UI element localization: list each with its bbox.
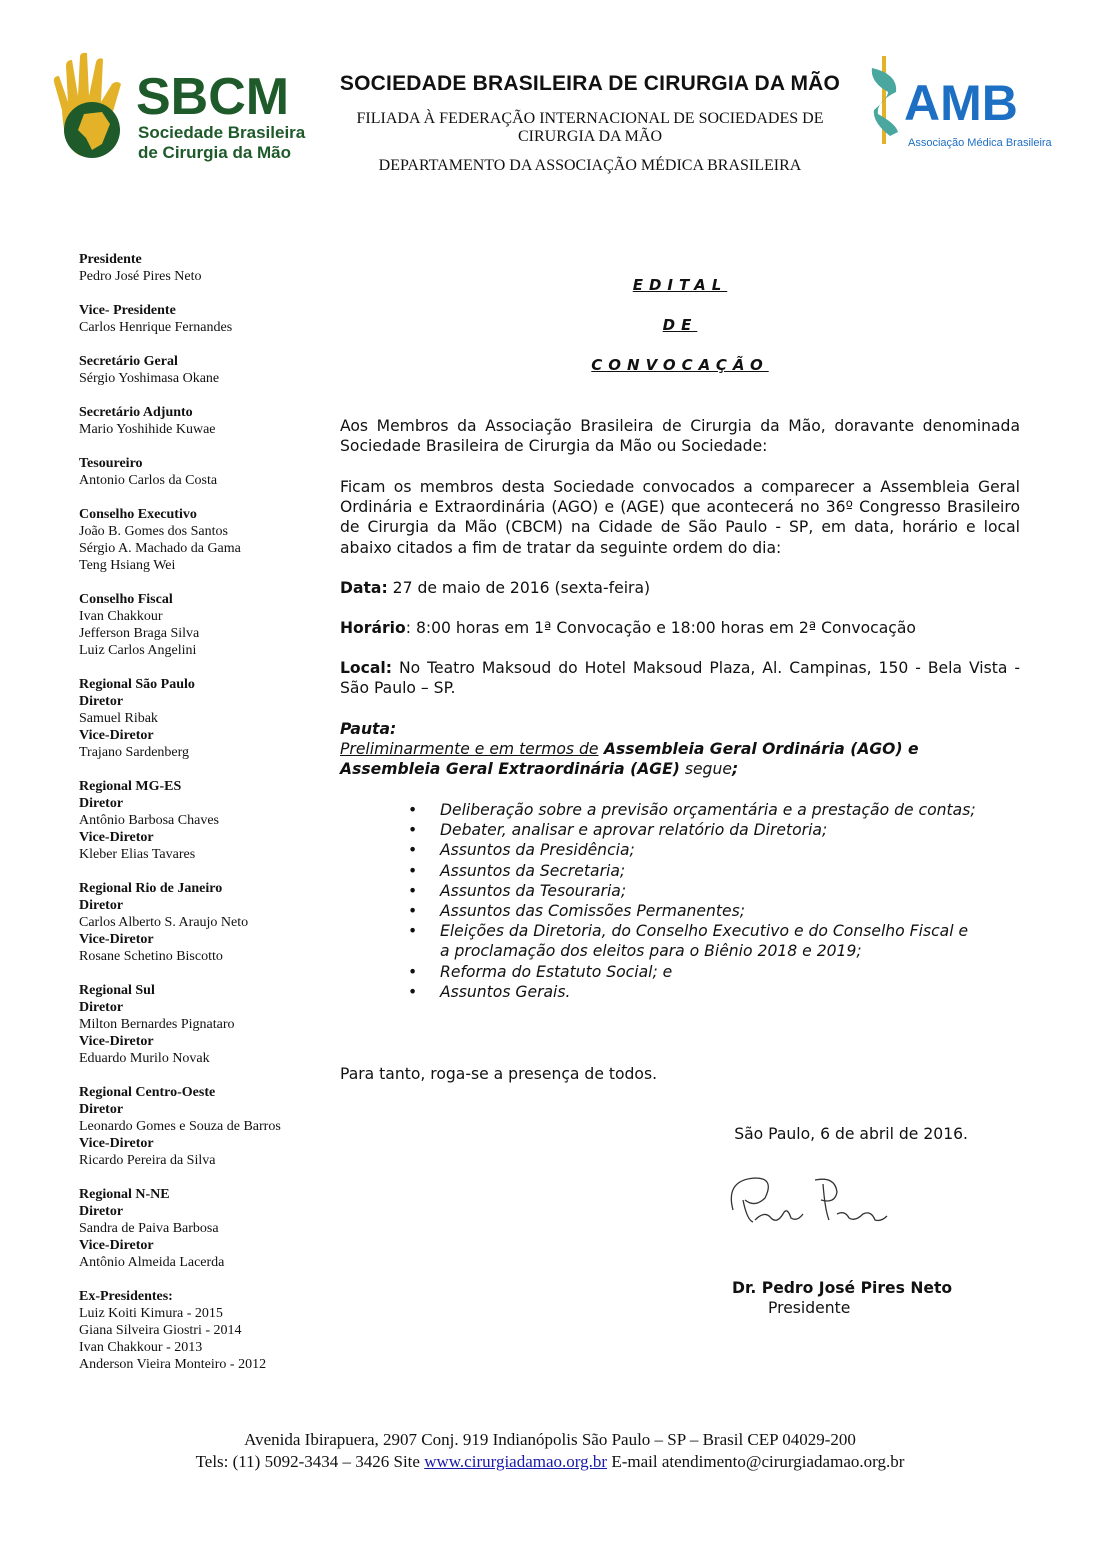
agenda-item-text: Eleições da Diretoria, do Conselho Executivo e do Conselho Fiscal e a proclamação dos eleitos para o Biênio 2018 e 2019; <box>440 922 969 961</box>
board-group <box>79 778 319 863</box>
date-value: 27 de maio de 2016 (sexta-feira) <box>387 579 651 597</box>
location-line <box>340 658 1020 698</box>
board-member-name: Jefferson Braga Silva <box>79 626 200 641</box>
agenda-item <box>340 800 980 820</box>
board-role-label: Diretor <box>79 694 124 709</box>
footer-phones: Tels: (11) 5092-3434 – 3426 Site <box>195 1452 425 1471</box>
board-group <box>79 880 319 965</box>
board-role-label: Vice-Diretor <box>79 728 154 743</box>
agenda-item-text: Assuntos Gerais. <box>440 982 571 1001</box>
board-role-label: Vice-Diretor <box>79 1238 154 1253</box>
website-link[interactable]: www.cirurgiadamao.org.br <box>424 1452 608 1471</box>
board-member-name: Luiz Koiti Kimura - 2015 <box>79 1306 223 1321</box>
convocation-paragraph: Ficam os membros desta Sociedade convocados a comparecer a Assembleia Geral Ordinária e Extraordinária (AGO) e (AGE) que acontecerá no 36º Congresso Brasileiro de Cirurgia da Mão (CBCM) na Cidade de São Paulo - SP, em data, horário e local abaixo citados a fim de tratar da seguinte ordem do dia: <box>340 478 1020 557</box>
board-group <box>79 251 319 285</box>
agenda-item <box>340 982 980 1002</box>
agenda-item-text: Assuntos da Tesouraria; <box>440 881 627 900</box>
board-role-label: Secretário Adjunto <box>79 405 193 420</box>
board-role-label: Diretor <box>79 1102 124 1117</box>
board-role-label: Conselho Executivo <box>79 507 197 522</box>
board-group <box>79 1186 319 1271</box>
board-role-label: Diretor <box>79 796 124 811</box>
footer-email: E-mail atendimento@cirurgiadamao.org.br <box>607 1452 905 1471</box>
board-member-name: Antônio Barbosa Chaves <box>79 813 219 828</box>
board-role-label: Conselho Fiscal <box>79 592 173 607</box>
board-group <box>79 676 319 761</box>
board-member-name: Mario Yoshihide Kuwae <box>79 422 216 437</box>
board-role-label: Regional Rio de Janeiro <box>79 881 223 896</box>
board-members-sidebar <box>79 251 319 1390</box>
board-role-label: Vice-Diretor <box>79 830 154 845</box>
location-value: No Teatro Maksoud do Hotel Maksoud Plaza, Al. Campinas, 150 - Bela Vista - São Paulo – SP. <box>340 659 1020 698</box>
board-group <box>79 404 319 438</box>
agenda-label: Pauta: <box>340 720 397 738</box>
signer-name: Dr. Pedro José Pires Neto <box>732 1279 953 1297</box>
department-text: DEPARTAMENTO DA ASSOCIAÇÃO MÉDICA BRASILEIRA <box>378 157 802 174</box>
bullet-icon: • <box>408 881 418 900</box>
title-convocacao: CONVOCAÇÃO <box>591 356 769 374</box>
society-title: SOCIEDADE BRASILEIRA DE CIRURGIA DA MÃO <box>339 72 841 95</box>
intro-paragraph: Aos Membros da Associação Brasileira de Cirurgia da Mão, doravante denominada Sociedade Brasileira de Cirurgia da Mão ou Sociedade: <box>340 417 1020 456</box>
agenda-item <box>340 861 980 881</box>
board-role-label: Regional Centro-Oeste <box>79 1085 216 1100</box>
board-group <box>79 302 319 336</box>
agenda-item <box>340 840 980 860</box>
agenda-item <box>340 820 980 840</box>
agenda-item <box>340 901 980 921</box>
board-group <box>79 591 319 659</box>
place-date: São Paulo, 6 de abril de 2016. <box>734 1125 968 1143</box>
bullet-icon: • <box>408 861 418 880</box>
board-member-name: Trajano Sardenberg <box>79 745 190 760</box>
footer-contacts <box>0 1451 1100 1473</box>
signer-role: Presidente <box>768 1299 851 1317</box>
board-member-name: João B. Gomes dos Santos <box>79 524 228 539</box>
board-member-name: Sandra de Paiva Barbosa <box>79 1221 219 1236</box>
agenda-item-text: Reforma do Estatuto Social; e <box>440 962 673 981</box>
time-value: : 8:00 horas em 1ª Convocação e 18:00 horas em 2ª Convocação <box>405 619 916 637</box>
board-group <box>79 982 319 1067</box>
board-member-name: Milton Bernardes Pignataro <box>79 1017 235 1032</box>
amb-logo <box>868 52 1052 157</box>
board-group <box>79 455 319 489</box>
board-member-name: Antonio Carlos da Costa <box>79 473 218 488</box>
closing-text: Para tanto, roga-se a presença de todos. <box>340 1065 658 1083</box>
board-member-name: Ricardo Pereira da Silva <box>79 1153 216 1168</box>
bullet-icon: • <box>408 801 418 819</box>
board-member-name: Giana Silveira Giostri - 2014 <box>79 1323 242 1338</box>
agenda-list <box>340 800 980 1002</box>
board-member-name: Rosane Schetino Biscotto <box>79 949 223 964</box>
board-group <box>79 1288 319 1373</box>
footer <box>0 1429 1100 1473</box>
agenda-item <box>340 921 980 961</box>
board-member-name: Eduardo Murilo Novak <box>79 1051 210 1066</box>
title-edital: EDITAL <box>632 276 728 294</box>
agenda-item <box>340 881 980 901</box>
agenda-item-text: Deliberação sobre a previsão orçamentária e a prestação de contas; <box>440 801 976 819</box>
board-role-label: Regional N-NE <box>79 1187 170 1202</box>
board-member-name: Ivan Chakkour <box>79 609 163 624</box>
bullet-icon: • <box>408 962 418 981</box>
bullet-icon: • <box>408 841 418 860</box>
sbcm-logo <box>50 52 310 169</box>
board-role-label: Diretor <box>79 1204 124 1219</box>
board-member-name: Anderson Vieira Monteiro - 2012 <box>79 1357 267 1372</box>
title-de: DE <box>662 316 698 334</box>
board-role-label: Vice-Diretor <box>79 1136 154 1151</box>
agenda-item <box>340 962 980 982</box>
board-role-label: Vice-Diretor <box>79 1034 154 1049</box>
agenda-item-text: Assuntos da Secretaria; <box>440 861 626 880</box>
board-member-name: Sérgio Yoshimasa Okane <box>79 371 220 386</box>
svg-text:SBCM: SBCM <box>136 68 290 126</box>
svg-text:Sociedade Brasileira: Sociedade Brasileira <box>138 123 306 142</box>
board-member-name: Leonardo Gomes e Souza de Barros <box>79 1119 281 1134</box>
time-line <box>340 618 1020 638</box>
agenda-section <box>340 719 1020 780</box>
board-group <box>79 506 319 574</box>
svg-text:Associação Médica Brasileira: Associação Médica Brasileira <box>908 137 1052 149</box>
agenda-assemblies: Assembleia Geral Ordinária (AGO) e Assembleia Geral Extraordinária (AGE) <box>340 740 919 779</box>
date-line <box>340 578 1020 598</box>
agenda-semicolon: ; <box>731 760 739 779</box>
board-role-label: Diretor <box>79 898 124 913</box>
board-role-label: Regional São Paulo <box>79 677 195 692</box>
agenda-intro: Preliminarmente e em termos de <box>340 740 599 759</box>
board-member-name: Pedro José Pires Neto <box>79 269 202 284</box>
board-role-label: Regional MG-ES <box>79 779 182 794</box>
board-role-label: Secretário Geral <box>79 354 178 369</box>
board-role-label: Vice-Diretor <box>79 932 154 947</box>
board-member-name: Carlos Henrique Fernandes <box>79 320 233 335</box>
board-role-label: Regional Sul <box>79 983 155 998</box>
board-role-label: Presidente <box>79 252 142 267</box>
agenda-item-text: Debater, analisar e aprovar relatório da Diretoria; <box>440 821 828 840</box>
board-member-name: Kleber Elias Tavares <box>79 847 196 862</box>
agenda-follows: segue <box>679 760 732 779</box>
svg-text:AMB: AMB <box>904 75 1018 131</box>
board-role-label: Ex-Presidentes: <box>79 1289 173 1304</box>
svg-text:de Cirurgia da Mão: de Cirurgia da Mão <box>138 143 292 162</box>
date-label: Data: <box>340 579 388 597</box>
board-member-name: Teng Hsiang Wei <box>79 558 176 573</box>
board-member-name: Samuel Ribak <box>79 711 158 726</box>
agenda-item-text: Assuntos das Comissões Permanentes; <box>440 902 745 921</box>
board-member-name: Sérgio A. Machado da Gama <box>79 541 241 556</box>
board-group <box>79 353 319 387</box>
agenda-item-text: Assuntos da Presidência; <box>440 841 635 860</box>
time-label: Horário <box>340 619 406 637</box>
board-member-name: Antônio Almeida Lacerda <box>79 1255 225 1270</box>
bullet-icon: • <box>408 821 418 840</box>
board-member-name: Ivan Chakkour - 2013 <box>79 1340 203 1355</box>
signature <box>725 1170 895 1240</box>
bullet-icon: • <box>408 982 418 1001</box>
board-role-label: Diretor <box>79 1000 124 1015</box>
board-role-label: Vice- Presidente <box>79 303 176 318</box>
affiliation-text: FILIADA À FEDERAÇÃO INTERNACIONAL DE SOCIEDADES DE CIRURGIA DA MÃO <box>356 110 824 145</box>
board-member-name: Carlos Alberto S. Araujo Neto <box>79 915 249 930</box>
board-member-name: Luiz Carlos Angelini <box>79 643 197 658</box>
location-label: Local: <box>340 659 392 677</box>
bullet-icon: • <box>408 902 418 921</box>
board-role-label: Tesoureiro <box>79 456 143 471</box>
board-group <box>79 1084 319 1169</box>
bullet-icon: • <box>408 922 418 941</box>
footer-address: Avenida Ibirapuera, 2907 Conj. 919 Indianópolis São Paulo – SP – Brasil CEP 04029-200 <box>244 1430 856 1449</box>
